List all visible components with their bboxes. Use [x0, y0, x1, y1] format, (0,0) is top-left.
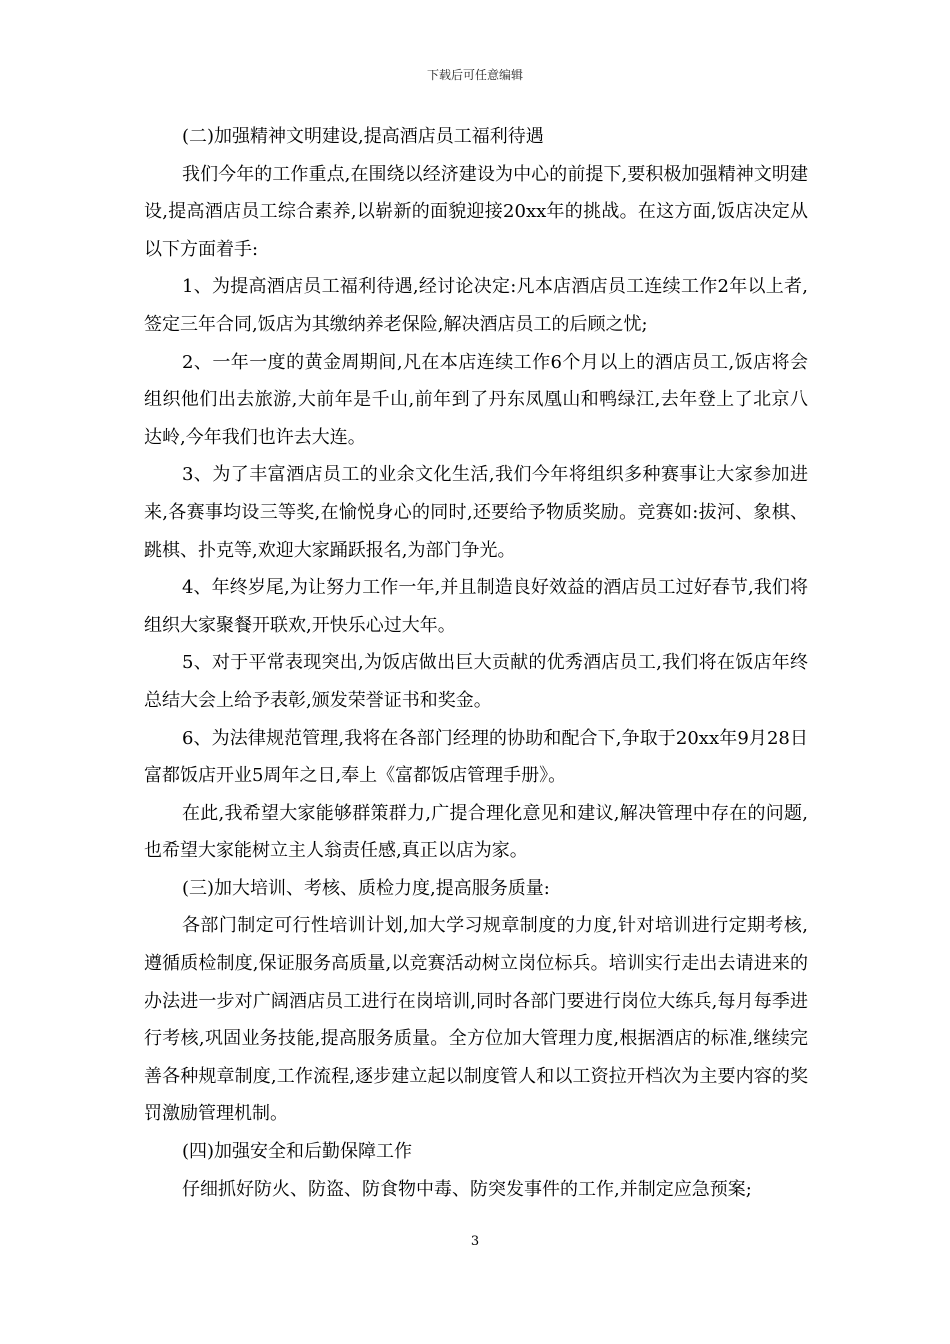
paragraph: 在此,我希望大家能够群策群力,广提合理化意见和建议,解决管理中存在的问题,也希望大家能树立主人翁责任感,真正以店为家。 — [144, 802, 808, 862]
paragraph: 各部门制定可行性培训计划,加大学习规章制度的力度,针对培训进行定期考核,遵循质检制度,保证服务高质量,以竞赛活动树立岗位标兵。培训实行走出去请进来的办法进一步对广阔酒店员工进行在岗培训,同时各部门要进行岗位大练兵,每月每季进行考核,巩固业务技能,提高服务质量。全方位加大管理力度,根据酒店的标准,继续完善各种规章制度,工作流程,逐步建立起以制度管人和以工资拉开档次为主要内容的奖罚激励管理机制。 — [144, 915, 808, 1125]
list-item-1: 1、为提高酒店员工福利待遇,经讨论决定:凡本店酒店员工连续工作2年以上者,签定三年合同,饭店为其缴纳养老保险,解决酒店员工的后顾之忧; — [144, 276, 808, 335]
document-body — [144, 118, 808, 1208]
section-heading-2: (二)加强精神文明建设,提高酒店员工福利待遇 — [182, 126, 544, 147]
page-header: 下载后可任意编辑 — [426, 68, 523, 82]
list-item-2: 2、一年一度的黄金周期间,凡在本店连续工作6个月以上的酒店员工,饭店将会组织他们出去旅游,大前年是千山,前年到了丹东凤凰山和鸭绿江,去年登上了北京八达岭,今年我们也许去大连。 — [144, 351, 808, 448]
list-item-6: 6、为法律规范管理,我将在各部门经理的协助和配合下,争取于20xx年9月28日富都饭店开业5周年之日,奉上《富都饭店管理手册》。 — [144, 727, 808, 787]
section-heading-3: (三)加大培训、考核、质检力度,提高服务质量: — [182, 877, 550, 899]
page-number: 3 — [470, 1234, 480, 1249]
list-item-3: 3、为了丰富酒店员工的业余文化生活,我们今年将组织多种赛事让大家参加进来,各赛事均设三等奖,在愉悦身心的同时,还要给予物质奖励。竞赛如:拔河、象棋、跳棋、扑克等,欢迎大家踊跃报名,为部门争光。 — [144, 464, 808, 561]
section-heading-4: (四)加强安全和后勤保障工作 — [182, 1141, 413, 1163]
list-item-4: 4、年终岁尾,为让努力工作一年,并且制造良好效益的酒店员工过好春节,我们将组织大家聚餐开联欢,开快乐心过大年。 — [144, 577, 808, 636]
list-item-5: 5、对于平常表现突出,为饭店做出巨大贡献的优秀酒店员工,我们将在饭店年终总结大会上给予表彰,颁发荣誉证书和奖金。 — [144, 652, 808, 711]
paragraph: 我们今年的工作重点,在围绕以经济建设为中心的前提下,要积极加强精神文明建设,提高酒店员工综合素养,以崭新的面貌迎接20xx年的挑战。在这方面,饭店决定从以下方面着手: — [144, 163, 808, 260]
paragraph: 仔细抓好防火、防盗、防食物中毒、防突发事件的工作,并制定应急预案; — [182, 1178, 752, 1200]
